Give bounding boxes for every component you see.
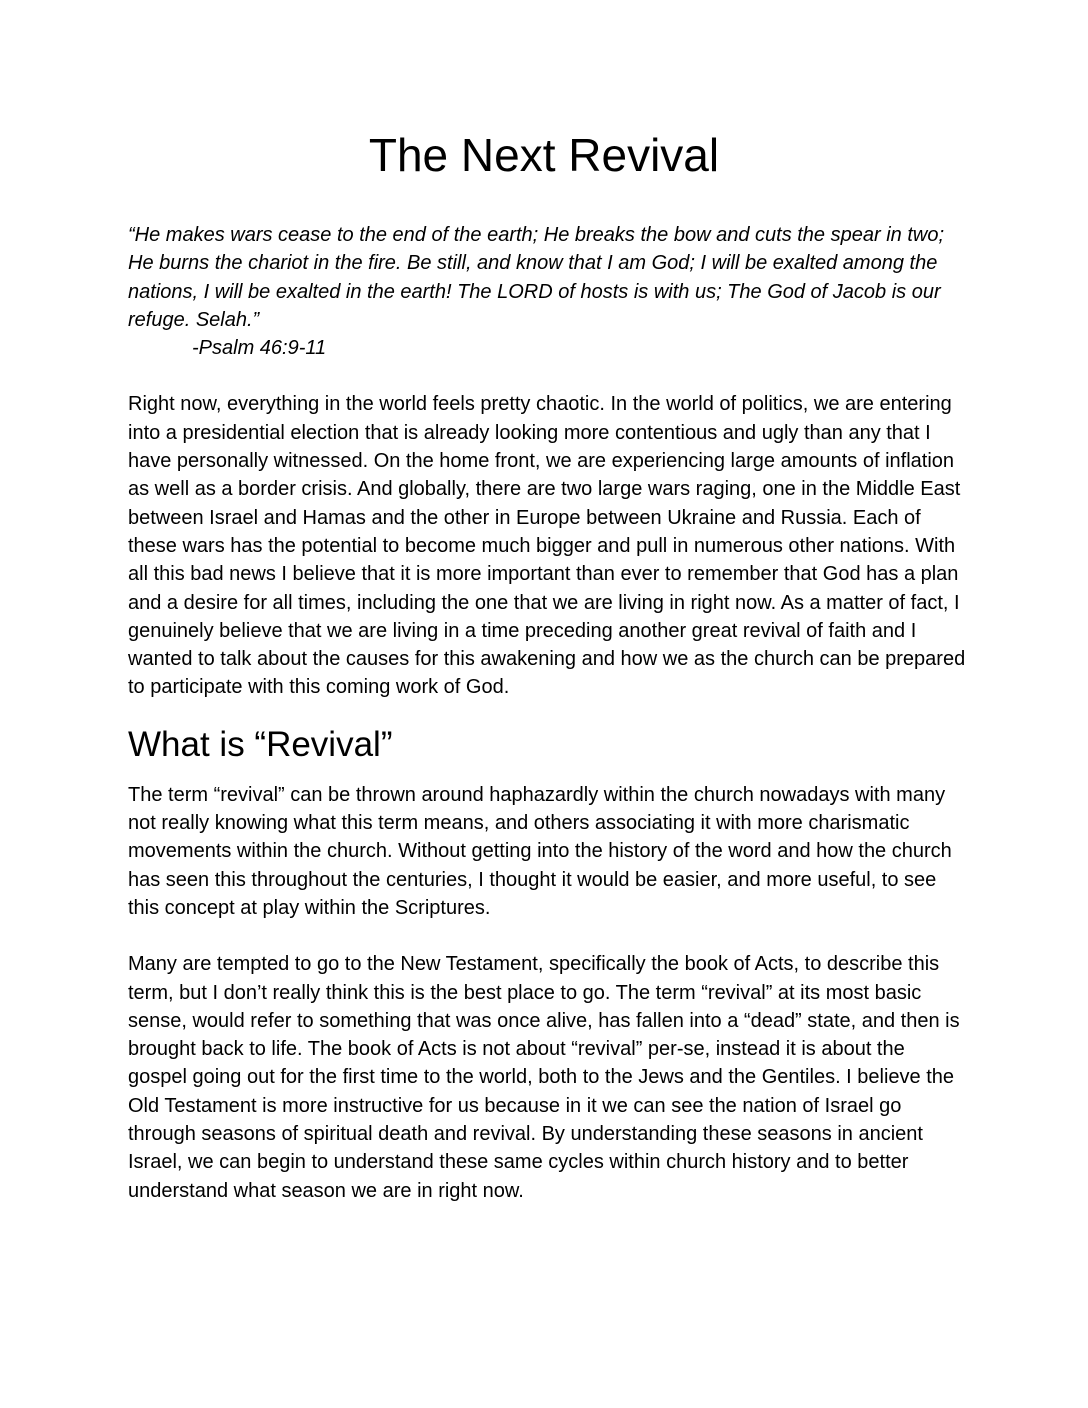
section-paragraph: The term “revival” can be thrown around haphazardly within the church nowadays with many not really knowing what this term means, and others associating it with more charismatic movements within the church. Without getting into the history of the word and how the church has seen this throughout the centuries, I thought it would be easier, and more useful, to see this concept at play within the Scriptures.: [128, 783, 952, 919]
heading-spacer: [128, 767, 968, 781]
intro-paragraph: Right now, everything in the world feels pretty chaotic. In the world of politics, we are entering into a presidential election that is already looking more contentious and ugly than any that I have personally witnessed. On the home front, we are experiencing large amounts of inflation as well as a border crisis. And globally, there are two large wars raging, one in the Middle East between Israel and Hamas and the other in Europe between Ukraine and Russia. Each of these wars has the potential to become much bigger and pull in numerous other nations. With all this bad news I believe that it is more important than ever to remember that God has a plan and a desire for all times, including the one that we are living in right now. As a matter of fact, I genuinely believe that we are living in a time preceding another great revival of faith and I wanted to talk about the causes for this awakening and how we as the church can be prepared to participate with this coming work of God.: [128, 393, 966, 699]
section-paragraph: Many are tempted to go to the New Testament, specifically the book of Acts, to describe this term, but I don’t really think this is the best place to go. The term “revival” at its most basic sense, would refer to something that was once alive, has fallen into a “dead” state, and then is brought back to life. The book of Acts is not about “revival” per-se, instead it is about the gospel going out for the first time to the world, both to the Jews and the Gentiles. I believe the Old Testament is more instructive for us because in it we can see the nation of Israel go through seasons of spiritual death and revival. By understanding these seasons in ancient Israel, we can begin to understand these same cycles within church history and to better understand what season we are in right now.: [128, 953, 960, 1202]
document-title: The Next Revival: [368, 129, 720, 181]
epigraph-quote: “He makes wars cease to the end of the earth; He breaks the bow and cuts the spear in two; He burns the chariot in the fire. Be still, and know that I am God; I will be exalted among the nations, I will be exalted in the earth! The LORD of hosts is with us; The God of Jacob is our refuge. Selah.”: [128, 224, 944, 331]
document-body: [128, 221, 968, 1205]
epigraph-citation: -Psalm 46:9-11: [192, 337, 327, 360]
paragraph-spacer: [128, 362, 968, 390]
section-heading: What is “Revival”: [128, 724, 393, 764]
paragraph-spacer: [128, 922, 968, 950]
